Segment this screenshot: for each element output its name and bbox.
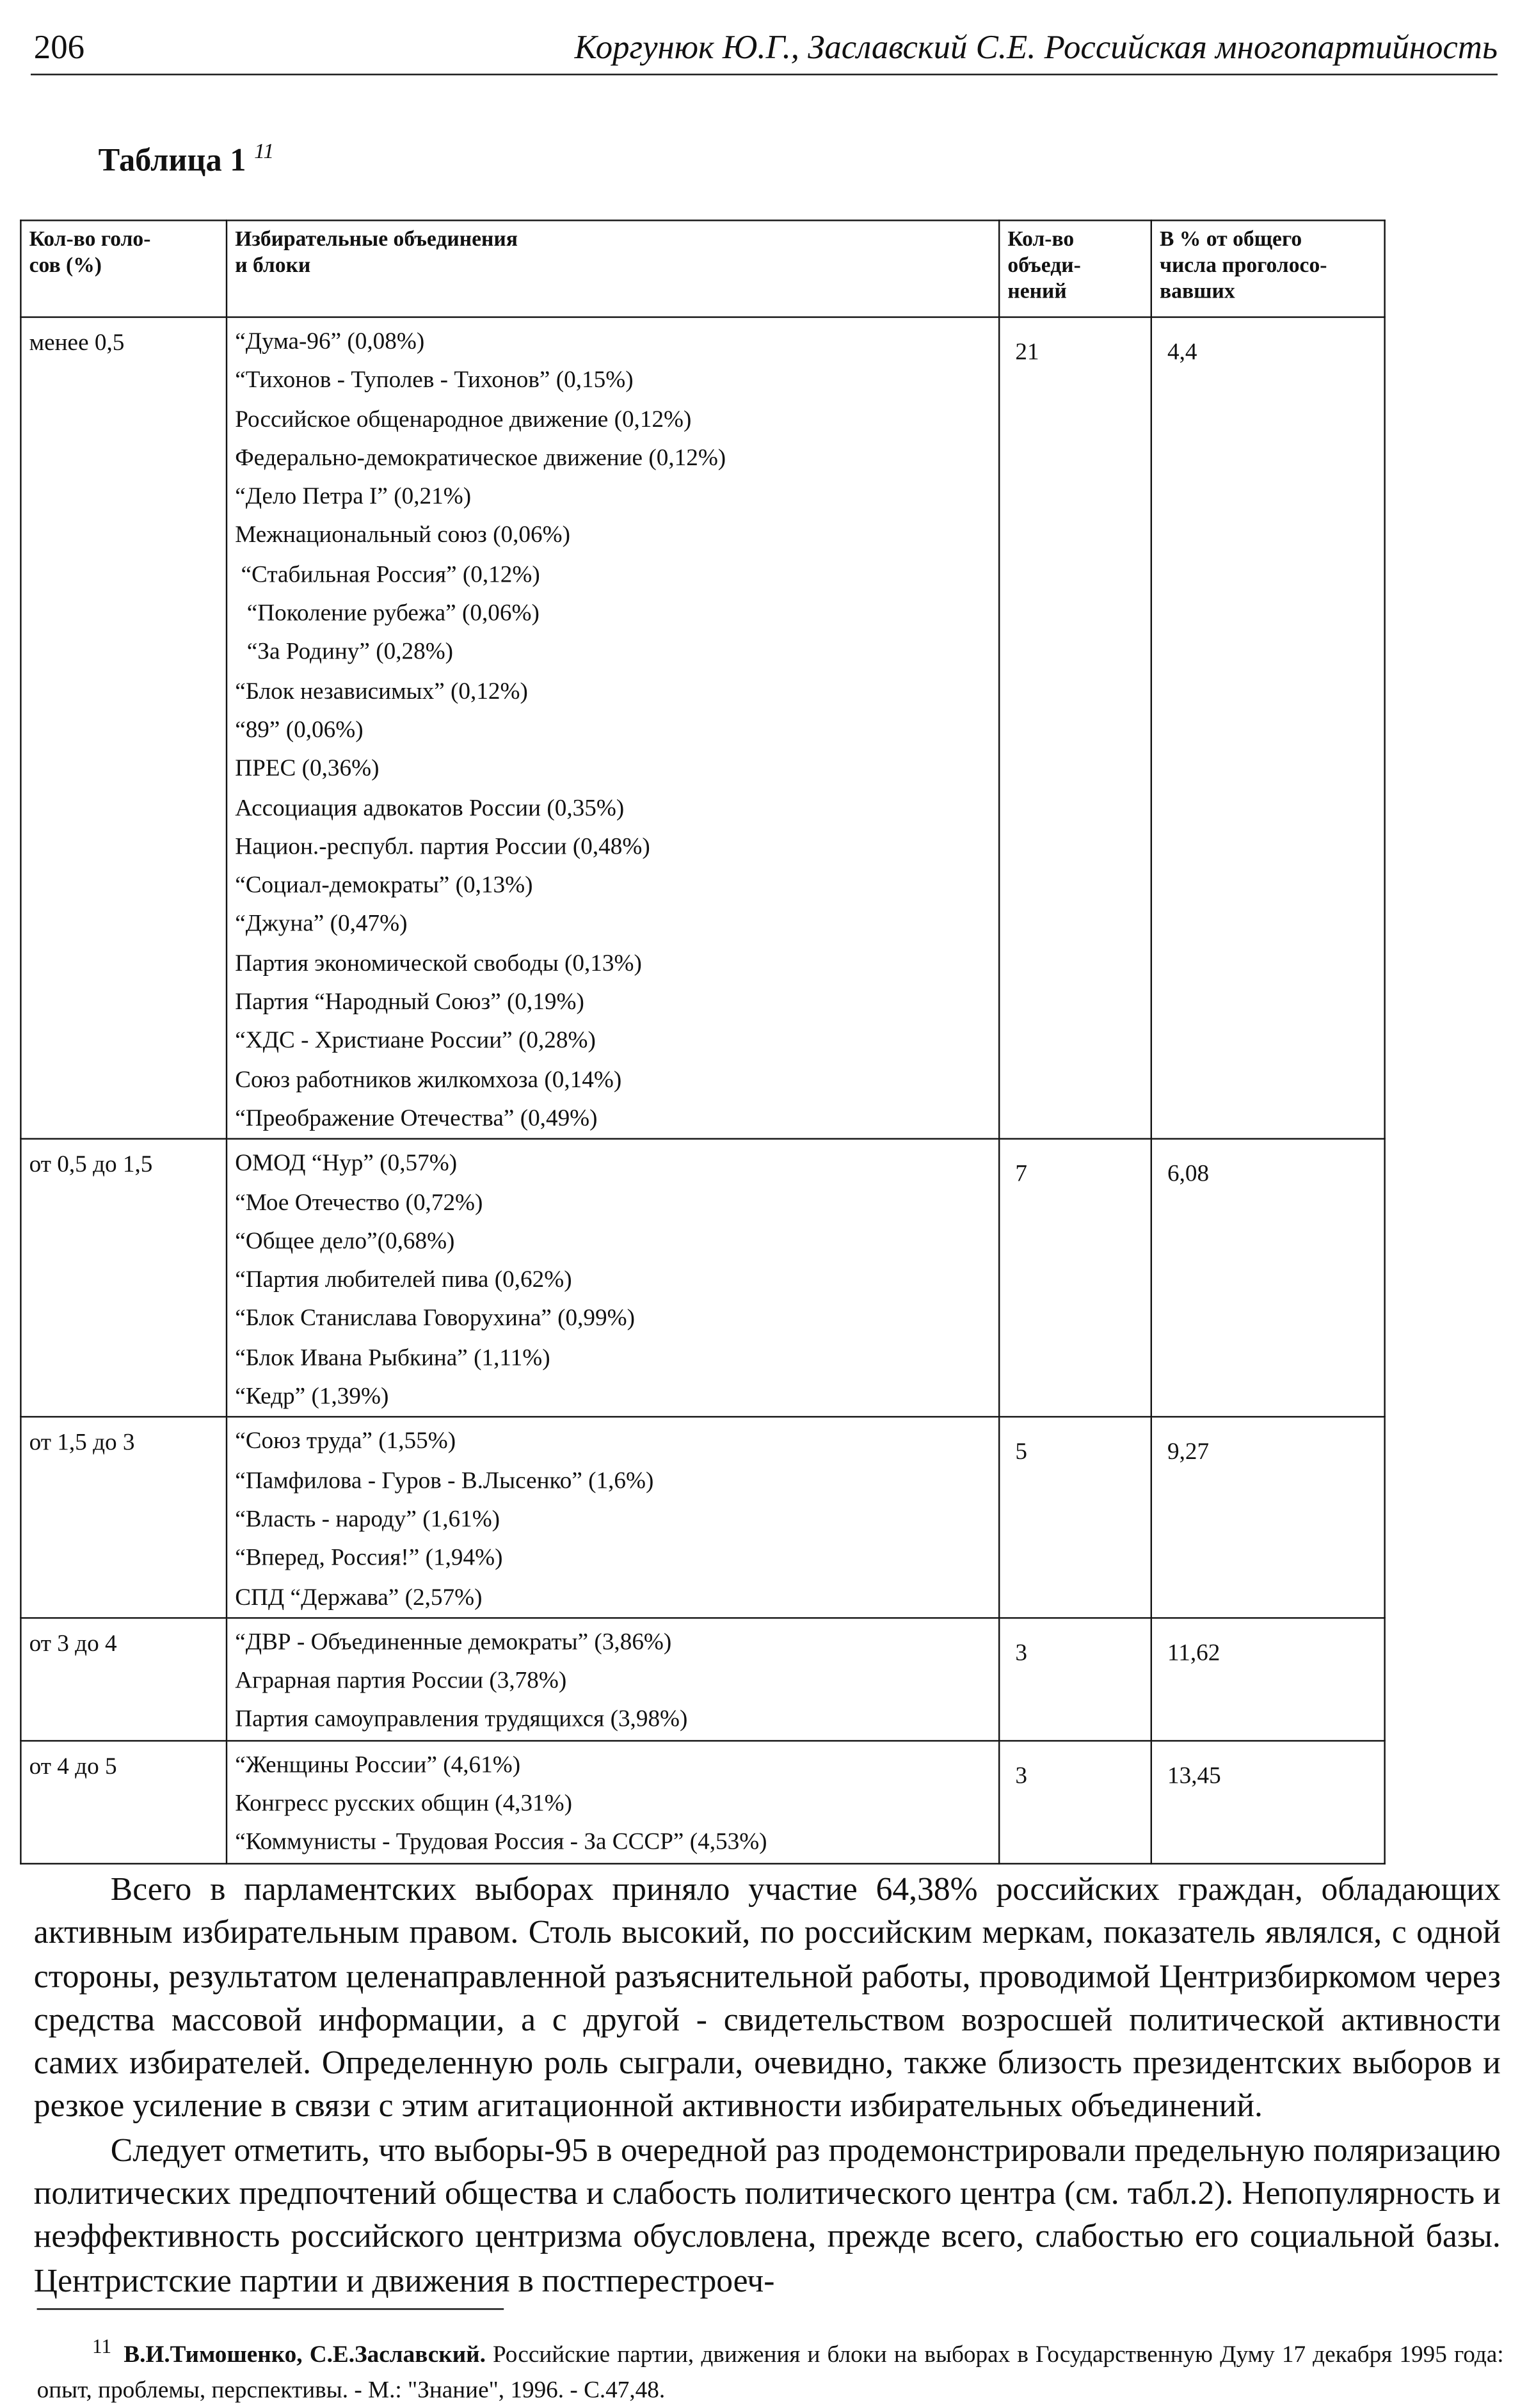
vote-range-cell: от 1,5 до 3 (20, 1417, 227, 1618)
table-row (20, 1741, 1384, 1863)
party-entry: Ассоциация адвокатов России (0,35%) (235, 795, 625, 821)
col-header-count: Кол-во объеди- нений (999, 220, 1151, 317)
vote-percent-cell: 9,27 (1151, 1417, 1385, 1618)
election-results-table (20, 219, 1386, 1863)
col-header-percent: В % от общего числа проголосо- вавших (1151, 220, 1385, 317)
party-entry: Аграрная партия России (3,78%) (235, 1668, 567, 1694)
party-entry: Национ.-республ. партия России (0,48%) (235, 833, 650, 860)
vote-percent-cell: 11,62 (1151, 1618, 1385, 1741)
association-count-cell: 7 (999, 1139, 1151, 1417)
party-entry: Партия “Народный Союз” (0,19%) (235, 989, 584, 1016)
party-entry: “Памфилова - Гуров - В.Лысенко” (1,6%) (235, 1467, 654, 1494)
table-row (20, 317, 1384, 1140)
party-entry: “89” (0,06%) (235, 717, 364, 744)
party-entry: Партия экономической свободы (0,13%) (235, 950, 642, 977)
associations-cell (227, 1741, 999, 1863)
page-header (31, 22, 1498, 76)
party-entry: “Тихонов - Туполев - Тихонов” (0,15%) (235, 367, 634, 394)
paragraph: Всего в парламентских выборах приняло участие 64,38% российских граждан, обладающих активным избирательным правом. Столь высокий, по российским меркам, показатель являлся, с одной стороны, результатом целенаправленной разъяснительной работы, проводимой Центризбиркомом через средства массовой информации, а с другой - свидетельством возросшей политической активности самих избирателей. Определенную роль сыграли, очевидно, также близость президентских выборов и резкое усиление в связи с этим агитационной активности избирательных объединений. (33, 1870, 1501, 2125)
footnote-authors: В.И.Тимошенко, С.Е.Заславский. (124, 2342, 486, 2368)
party-entry: “Партия любителей пива (0,62%) (235, 1267, 572, 1294)
party-entry: “Кедр” (1,39%) (235, 1383, 389, 1410)
party-entry: СПД “Держава” (2,57%) (235, 1584, 483, 1611)
table-row (20, 1139, 1384, 1417)
footnote-text: Российские партии, движения и блоки на выборах в Государственную Думу 17 декабря 1995 года: опыт, проблемы, перспективы. - М.: "Знание", 1996. - С.47,48. (36, 2342, 1504, 2404)
vote-percent-cell: 6,08 (1151, 1139, 1385, 1417)
footnote-mark: 11 (92, 2334, 112, 2358)
table-header-row (20, 220, 1384, 317)
party-entry: ПРЕС (0,36%) (235, 756, 380, 783)
party-entry: “Общее дело”(0,68%) (235, 1228, 455, 1255)
association-count-cell: 3 (999, 1741, 1151, 1863)
vote-range-cell: от 3 до 4 (20, 1618, 227, 1741)
party-entry: “ДВР - Объединенные демократы” (3,86%) (235, 1629, 672, 1655)
association-count-cell: 5 (999, 1417, 1151, 1618)
table-footnote-ref: 11 (254, 141, 275, 164)
body-text (34, 1867, 1501, 2302)
associations-cell (227, 1618, 999, 1741)
vote-percent-cell: 4,4 (1151, 317, 1385, 1140)
vote-range-cell: от 4 до 5 (20, 1741, 227, 1863)
party-entry: “ХДС - Христиане России” (0,28%) (235, 1028, 596, 1055)
table-row (20, 1417, 1384, 1618)
party-entry: “Социал-демократы” (0,13%) (235, 872, 533, 899)
vote-percent-cell: 13,45 (1151, 1741, 1385, 1863)
party-entry: Российское общенародное движение (0,12%) (235, 406, 692, 433)
party-entry: “За Родину” (0,28%) (235, 639, 454, 666)
party-entry: Конгресс русских общин (4,31%) (235, 1790, 573, 1817)
party-entry: “Блок Станислава Говорухина” (0,99%) (235, 1306, 636, 1332)
party-entry: “Стабильная Россия” (0,12%) (235, 561, 540, 588)
col-header-votes: Кол-во голо- сов (%) (20, 220, 227, 317)
vote-range-cell: от 0,5 до 1,5 (20, 1139, 227, 1417)
party-entry: Партия самоуправления трудящихся (3,98%) (235, 1707, 688, 1734)
vote-range-cell: менее 0,5 (20, 317, 227, 1140)
associations-cell (227, 317, 999, 1140)
party-entry: Союз работников жилкомхоза (0,14%) (235, 1067, 622, 1093)
party-entry: ОМОД “Нур” (0,57%) (235, 1151, 458, 1177)
party-entry: “Поколение рубежа” (0,06%) (235, 600, 540, 627)
table-body (20, 317, 1384, 1863)
paragraph: Следует отметить, что выборы-95 в очередной раз продемонстрировали предельную поляризацию политических предпочтений общества и слабость политического центра (см. табл.2). Непопулярность и неэффективность российского центризма обусловлена, прежде всего, слабостью его социальной базы. Центристские партии и движения в постперестроеч- (33, 2131, 1501, 2299)
page-number: 206 (33, 28, 84, 67)
col-header-associations: Избирательные объединения и блоки (227, 220, 999, 317)
party-entry: “Блок Ивана Рыбкина” (1,11%) (235, 1344, 550, 1371)
party-entry: “Дело Петра I” (0,21%) (235, 484, 472, 511)
party-entry: “Преображение Отечества” (0,49%) (235, 1105, 598, 1132)
party-entry: “Дума-96” (0,08%) (235, 328, 425, 355)
party-entry: “Власть - народу” (1,61%) (235, 1506, 500, 1533)
footnote (37, 2328, 1504, 2408)
party-entry: Федерально-демократическое движение (0,12%) (235, 445, 726, 472)
association-count-cell: 3 (999, 1618, 1151, 1741)
party-entry: “Вперед, Россия!” (1,94%) (235, 1545, 503, 1572)
associations-cell (227, 1417, 999, 1618)
party-entry: “Женщины России” (4,61%) (235, 1751, 521, 1778)
footnote-divider (37, 2308, 504, 2309)
party-entry: “Джуна” (0,47%) (235, 911, 408, 938)
table-caption (99, 141, 275, 180)
party-entry: “Коммунисты - Трудовая Россия - За СССР” (4,53%) (235, 1830, 767, 1856)
table-row (20, 1618, 1384, 1741)
association-count-cell: 21 (999, 317, 1151, 1140)
party-entry: Межнациональный союз (0,06%) (235, 523, 571, 549)
party-entry: “Союз труда” (1,55%) (235, 1428, 456, 1455)
party-entry: “Мое Отечество (0,72%) (235, 1189, 483, 1216)
running-title: Коргунюк Ю.Г., Заславский С.Е. Российская многопартийность (574, 28, 1498, 67)
party-entry: “Блок независимых” (0,12%) (235, 678, 528, 705)
associations-cell (227, 1139, 999, 1417)
table-caption-label: Таблица 1 (98, 141, 246, 179)
